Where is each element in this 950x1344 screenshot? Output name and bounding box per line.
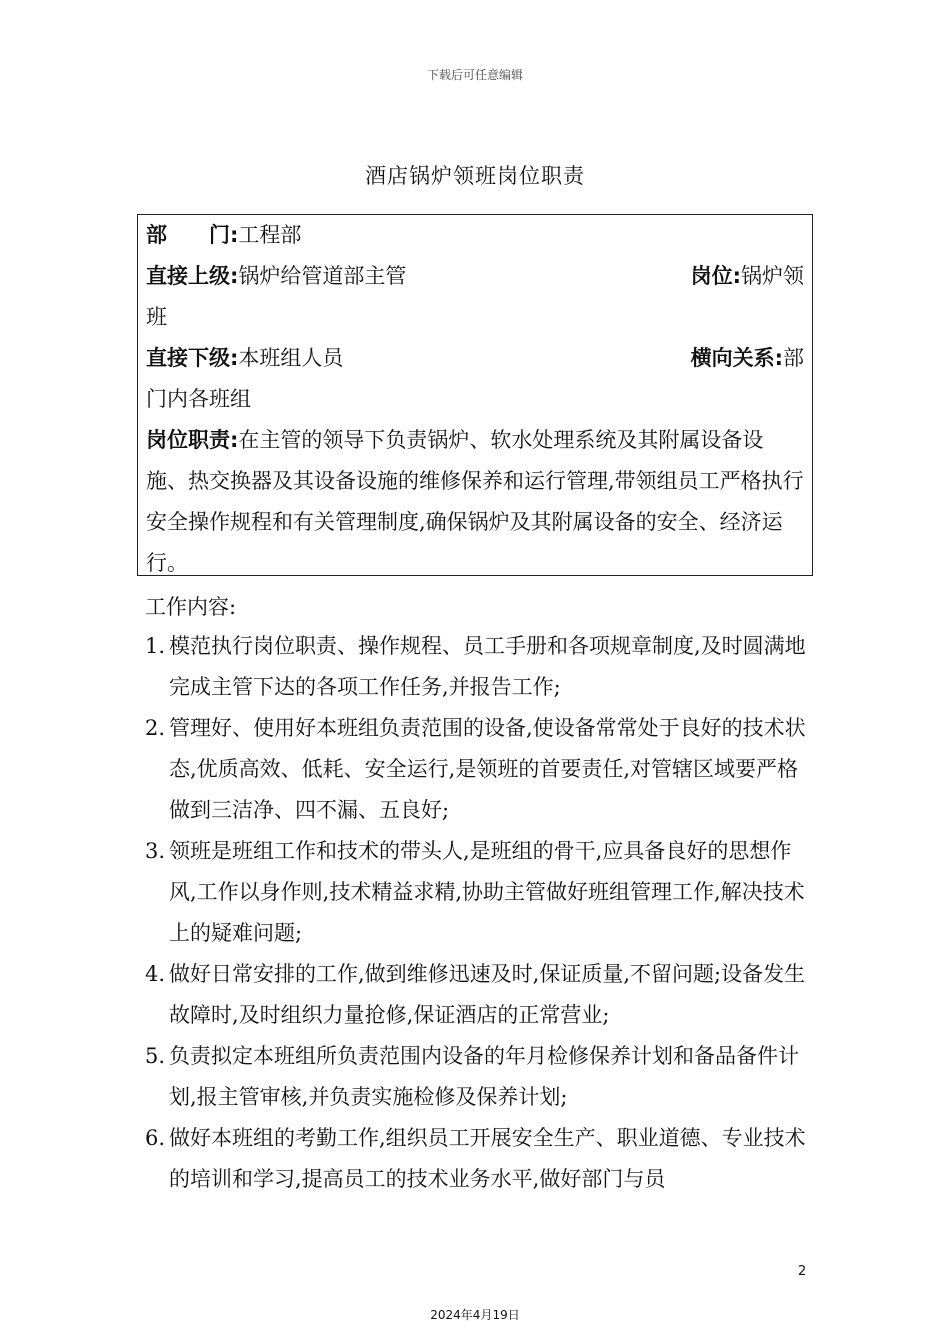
item-text: 做好本班组的考勤工作,组织员工开展安全生产、职业道德、专业技术的培训和学习,提高员工的技术业务水平,做好部门与员 bbox=[169, 1126, 806, 1191]
item-number: 1. bbox=[145, 634, 166, 658]
list-item bbox=[145, 626, 810, 708]
job-info-box bbox=[137, 214, 813, 576]
position-value-continued: 班 bbox=[146, 305, 167, 329]
item-number: 4. bbox=[145, 962, 166, 986]
item-number: 6. bbox=[145, 1126, 166, 1150]
position-label: 岗位: bbox=[690, 264, 741, 288]
position-field bbox=[691, 256, 804, 297]
item-number: 5. bbox=[145, 1044, 166, 1068]
department-value: 工程部 bbox=[238, 223, 302, 247]
duty-value: 在主管的领导下负责锅炉、软水处理系统及其附属设备设施、热交换器及其设备设施的维修保养和运行管理,带领组员工严格执行安全操作规程和有关管理制度,确保锅炉及其附属设备的安全、经济运行。 bbox=[146, 428, 804, 575]
list-item bbox=[145, 1036, 810, 1118]
duty-row bbox=[146, 420, 804, 584]
work-content bbox=[145, 588, 810, 1200]
superior-row bbox=[146, 256, 804, 297]
list-item bbox=[145, 831, 810, 954]
department-row bbox=[146, 215, 804, 256]
page-title: 酒店锅炉领班岗位职责 bbox=[365, 164, 585, 188]
header-note: 下载后可任意编辑 bbox=[426, 68, 523, 82]
page-number: 2 bbox=[798, 1264, 807, 1279]
lateral-label: 横向关系: bbox=[690, 346, 783, 370]
item-text: 领班是班组工作和技术的带头人,是班组的骨干,应具备良好的思想作风,工作以身作则,技术精益求精,协助主管做好班组管理工作,解决技术上的疑难问题; bbox=[169, 839, 805, 945]
subordinate-row bbox=[146, 338, 804, 379]
lateral-value: 部 bbox=[783, 346, 804, 370]
item-text: 管理好、使用好本班组负责范围的设备,使设备常常处于良好的技术状态,优质高效、低耗、安全运行,是领班的首要责任,对管辖区域要严格做到三洁净、四不漏、五良好; bbox=[169, 716, 806, 822]
item-text: 做好日常安排的工作,做到维修迅速及时,保证质量,不留问题;设备发生故障时,及时组织力量抢修,保证酒店的正常营业; bbox=[169, 962, 806, 1027]
footer-date: 2024年4月19日 bbox=[430, 1308, 520, 1322]
item-text: 模范执行岗位职责、操作规程、员工手册和各项规章制度,及时圆满地完成主管下达的各项工作任务,并报告工作; bbox=[169, 634, 806, 699]
position-value: 锅炉领 bbox=[741, 264, 804, 288]
department-label: 部 门: bbox=[146, 223, 239, 247]
position-continuation bbox=[146, 297, 804, 338]
duty-label: 岗位职责: bbox=[146, 428, 239, 452]
subordinate-label: 直接下级: bbox=[146, 346, 239, 370]
item-number: 2. bbox=[145, 716, 166, 740]
lateral-field bbox=[691, 338, 804, 379]
lateral-value-continued: 门内各班组 bbox=[146, 387, 251, 411]
lateral-continuation bbox=[146, 379, 804, 420]
subordinate-value: 本班组人员 bbox=[238, 346, 344, 370]
list-item bbox=[145, 708, 810, 831]
superior-label: 直接上级: bbox=[146, 264, 239, 288]
list-item bbox=[145, 954, 810, 1036]
superior-value: 锅炉给管道部主管 bbox=[238, 264, 407, 288]
list-item bbox=[145, 1118, 810, 1200]
item-text: 负责拟定本班组所负责范围内设备的年月检修保养计划和备品备件计划,报主管审核,并负责实施检修及保养计划; bbox=[169, 1044, 799, 1109]
item-number: 3. bbox=[145, 839, 166, 863]
content-heading: 工作内容: bbox=[145, 595, 237, 619]
